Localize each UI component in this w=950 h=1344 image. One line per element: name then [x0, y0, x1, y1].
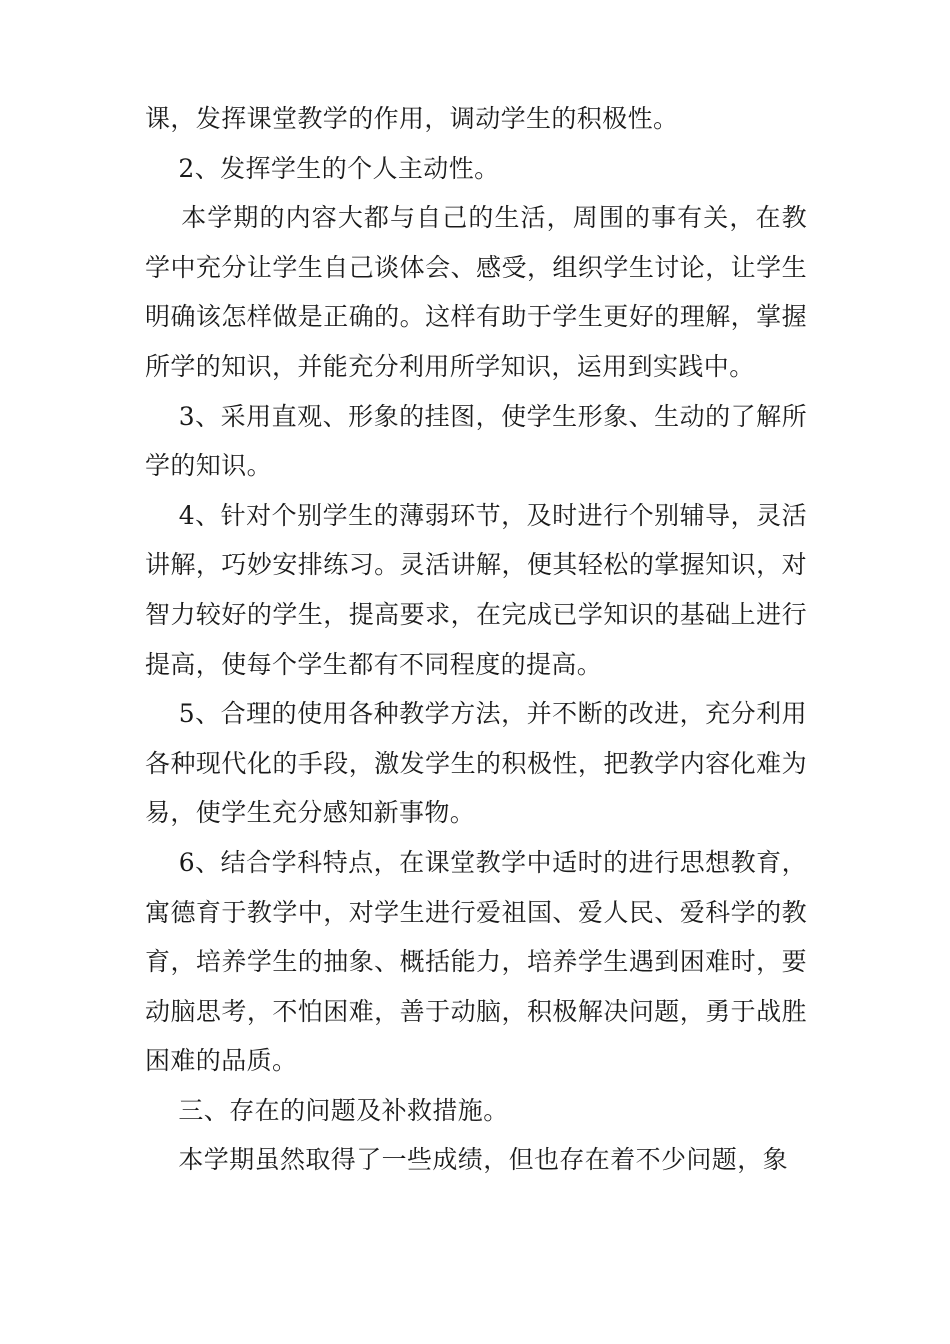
paragraph-continuation: 课，发挥课堂教学的作用，调动学生的积极性。: [145, 104, 679, 133]
paragraph-item-5: 5、合理的使用各种教学方法，并不断的改进，充分利用各种现代化的手段，激发学生的积极性，把教学内容化难为易，使学生充分感知新事物。: [145, 699, 807, 828]
document-body: [145, 94, 807, 1185]
paragraph-item-2-body: 本学期的内容大都与自己的生活，周围的事有关，在教学中充分让学生自己谈体会、感受，组织学生讨论，让学生明确该怎样做是正确的。这样有助于学生更好的理解，掌握所学的知识，并能充分利用所学知识，运用到实践中。: [145, 203, 807, 381]
section-heading-problems: 三、存在的问题及补救措施。: [145, 1095, 509, 1125]
paragraph-item-6: 6、结合学科特点，在课堂教学中适时的进行思想教育，寓德育于教学中，对学生进行爱祖国、爱人民、爱科学的教育，培养学生的抽象、概括能力，培养学生遇到困难时，要动脑思考，不怕困难，善于动脑，积极解决问题，勇于战胜困难的品质。: [145, 847, 807, 1076]
paragraph-item-4: 4、针对个别学生的薄弱环节，及时进行个别辅导，灵活讲解，巧妙安排练习。灵活讲解，便其轻松的掌握知识，对智力较好的学生，提高要求，在完成已学知识的基础上进行提高，使每个学生都有不同程度的提高。: [145, 500, 807, 679]
paragraph-item-2: 2、发挥学生的个人主动性。: [145, 153, 500, 183]
paragraph-problems-body: 本学期虽然取得了一些成绩，但也存在着不少问题，象: [145, 1145, 788, 1175]
paragraph-item-3: 3、采用直观、形象的挂图，使学生形象、生动的了解所学的知识。: [145, 401, 807, 481]
